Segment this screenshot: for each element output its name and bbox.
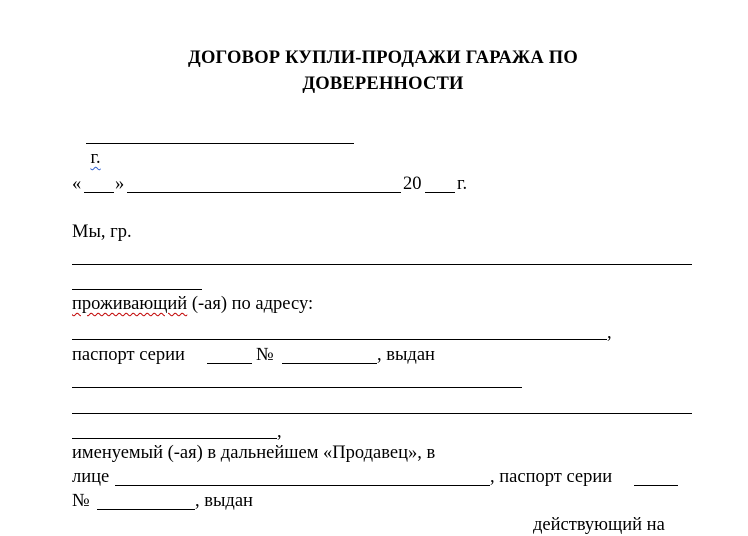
number-sign-2: № (72, 491, 90, 511)
issued-line-end-comma: , (277, 422, 282, 442)
document-title-line-1: ДОГОВОР КУПЛИ-ПРОДАЖИ ГАРАЖА ПО (188, 48, 578, 68)
date-month-blank[interactable] (127, 192, 401, 193)
passport-series-blank[interactable] (207, 363, 252, 364)
date-year-prefix: 20 (403, 174, 422, 194)
residing-rest: (-ая) по адресу: (187, 294, 314, 314)
passport-series-2-blank[interactable] (634, 485, 678, 486)
date-year-suffix: г. (457, 174, 468, 194)
city-prefix: г. (90, 148, 101, 168)
passport-number-2-blank[interactable] (97, 509, 195, 510)
date-day-blank[interactable] (84, 192, 114, 193)
passport-number-blank[interactable] (282, 363, 377, 364)
named-seller-line: именуемый (-ая) в дальнейшем «Продавец», в (72, 443, 436, 463)
residing-label (72, 293, 313, 315)
address-blank[interactable] (72, 339, 607, 340)
residing-word: проживающий (72, 294, 188, 314)
representative-name-blank[interactable] (115, 485, 490, 486)
acting-on-label: действующий на (533, 515, 665, 535)
person-label: лице (72, 467, 110, 487)
passport-series-2-label: , паспорт серии (490, 467, 613, 487)
passport-series-label: паспорт серии (72, 345, 185, 365)
city-blank-field[interactable] (86, 143, 354, 144)
issued-2-label: , выдан (195, 491, 253, 511)
citizen-name-blank[interactable] (72, 264, 692, 265)
issued-by-blank-continued[interactable] (72, 413, 692, 414)
passport-issued-label: , выдан (377, 345, 435, 365)
date-close-quote: » (115, 174, 125, 194)
date-open-quote: « (72, 174, 82, 194)
we-citizen-label: Мы, гр. (72, 222, 132, 242)
passport-number-sign: № (256, 345, 274, 365)
citizen-name-blank-continued[interactable] (72, 289, 202, 290)
issued-by-blank[interactable] (72, 387, 522, 388)
document-title-line-2: ДОВЕРЕННОСТИ (302, 74, 464, 94)
date-year-blank[interactable] (425, 192, 455, 193)
address-end-comma: , (607, 323, 612, 343)
issued-by-blank-end[interactable] (72, 438, 277, 439)
